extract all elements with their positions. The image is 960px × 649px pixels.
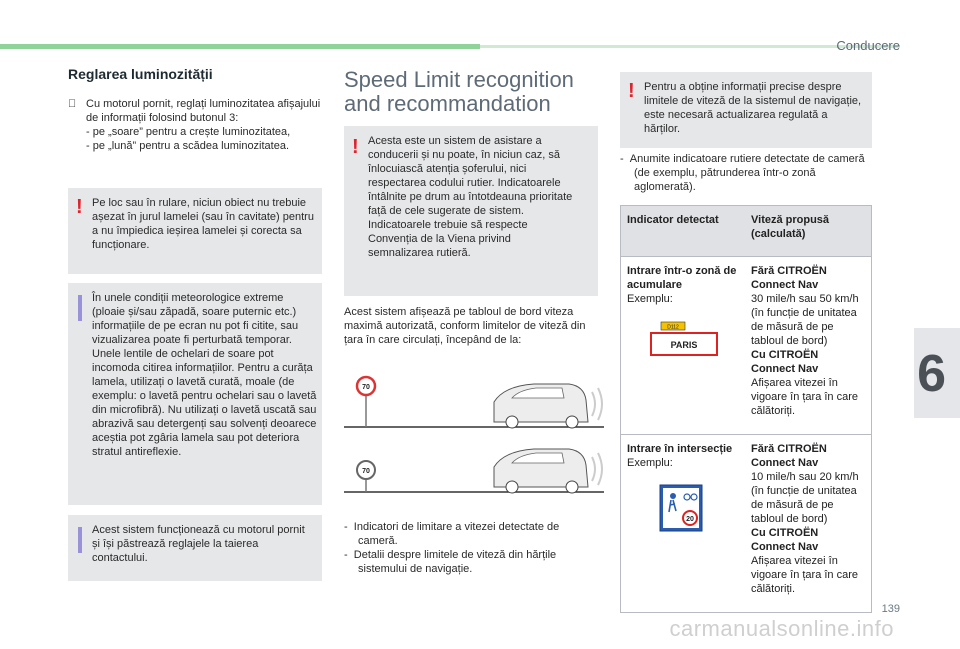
warning-icon: ! [628, 80, 635, 102]
svg-text:20: 20 [686, 516, 694, 523]
header-indicator: Indicator detectat [621, 206, 746, 257]
watermark: carmanualsonline.info [669, 616, 894, 641]
svg-text:70: 70 [362, 468, 370, 475]
table-row: Intrare într-o zonă de acumulare Exemplu: D112 PARIS Fără CITROËN Connect Nav 30 mile/h sau 50 km/h (în funcție de unitatea de măsură de pe tabloul de bord) Cu CITROËN Connect Nav Afișarea vitezei în vigoare în țara în care călătoriți. [621, 257, 872, 435]
system-description: Acest sistem afișează pe tabloul de bord viteza maximă autorizată, conform limitelor de viteză din țara în care circulați, începând de la: [344, 306, 586, 346]
info-icon [78, 295, 82, 321]
info-icon [78, 527, 82, 553]
source-list: - Indicatori de limitare a vitezei detectate de cameră. - Detalii despre limitele de viteză din hărțile sistemului de navigație. [344, 521, 560, 575]
page-number: 139 [881, 603, 900, 615]
header-speed: Viteză propusă (calculată) [745, 206, 872, 257]
warning-box-assist: ! Acesta este un sistem de asistare a conducerii și nu poate, în niciun caz, să înlocuiască atenția șoferului, nici respectarea codului rutier. Indicatoarele întâlnite pe drum au întotdeauna prioritate față de cele sugerate de sistem. Indicatoarele trebuie să respecte Convenția de la Viena privind semnalizarea rutieră. [344, 126, 598, 296]
svg-text:PARIS: PARIS [670, 340, 698, 350]
warning-icon: ! [76, 196, 83, 218]
camera-signs-item: - Anumite indicatoare rutiere detectate de cameră (de exemplu, pătrunderea într-o zonă aglomerată). [620, 153, 865, 193]
info-box-weather: În unele condiții meteorologice extreme (ploaie și/sau zăpadă, soare puternic etc.) informațiile de pe ecran nu pot fi citite, sau vizualizarea poate fi perturbată temporar. Unele lentile de ochelari de soare pot incomoda citirea informațiilor. Pentru a curăța lamela, utilizați o lavetă curată, moale (de exemplu: o lavetă pentru ochelari sau o lavetă din microfibră). Nu utilizați o lavetă uscată sau abrazivă sau detergenți sau solvenți deoarece aceștia pot zgâria lamela sau pot deteriora stratul antireflexie. [68, 283, 322, 505]
svg-text:D112: D112 [667, 324, 679, 331]
brightness-instructions: Cu motorul pornit, reglați luminozitatea afișajului de informații folosind butonul 3: - pe „soare” pentru a crește luminozitatea, - pe „lună” pentru a scădea luminozitatea. [68, 97, 328, 153]
table-header-row [621, 206, 872, 257]
speed-sign-illustration [344, 370, 604, 500]
paris-sign-icon [649, 320, 719, 360]
speed-limit-title: Speed Limit recognition and recommandation [344, 67, 574, 116]
table-row: Intrare în intersecție Exemplu: 20 Fără CITROËN Connect Nav 10 mile/h sau 20 km/h (în funcție de unitatea de măsură de pe tabloul de bord) Cu CITROËN Connect Nav Afișarea vitezei în vigoare în țara în care călătoriți. [621, 435, 872, 613]
detected-signs-table [620, 205, 872, 613]
brightness-heading: Reglarea luminozității [68, 66, 213, 82]
warning-box-blade: ! Pe loc sau în rulare, niciun obiect nu trebuie așezat în jurul lamelei (sau în cavitate) pentru a nu împiedica ieșirea lamelei și corecta sa funcționare. [68, 188, 322, 274]
section-title: Conducere [836, 38, 900, 53]
svg-text:70: 70 [362, 384, 370, 391]
chapter-number: 6 [917, 345, 946, 403]
warning-box-maps: ! Pentru a obține informații precise despre limitele de viteză de la sistemul de navigație, este necesară actualizarea regulată a hărților. [620, 72, 872, 148]
zone-20-sign-icon [659, 484, 703, 532]
bullet-mark [68, 97, 86, 111]
header-rule [0, 44, 480, 49]
info-box-engine: Acest sistem funcționează cu motorul pornit și își păstrează reglajele la taierea contactului. [68, 515, 322, 581]
warning-icon: ! [352, 136, 359, 158]
